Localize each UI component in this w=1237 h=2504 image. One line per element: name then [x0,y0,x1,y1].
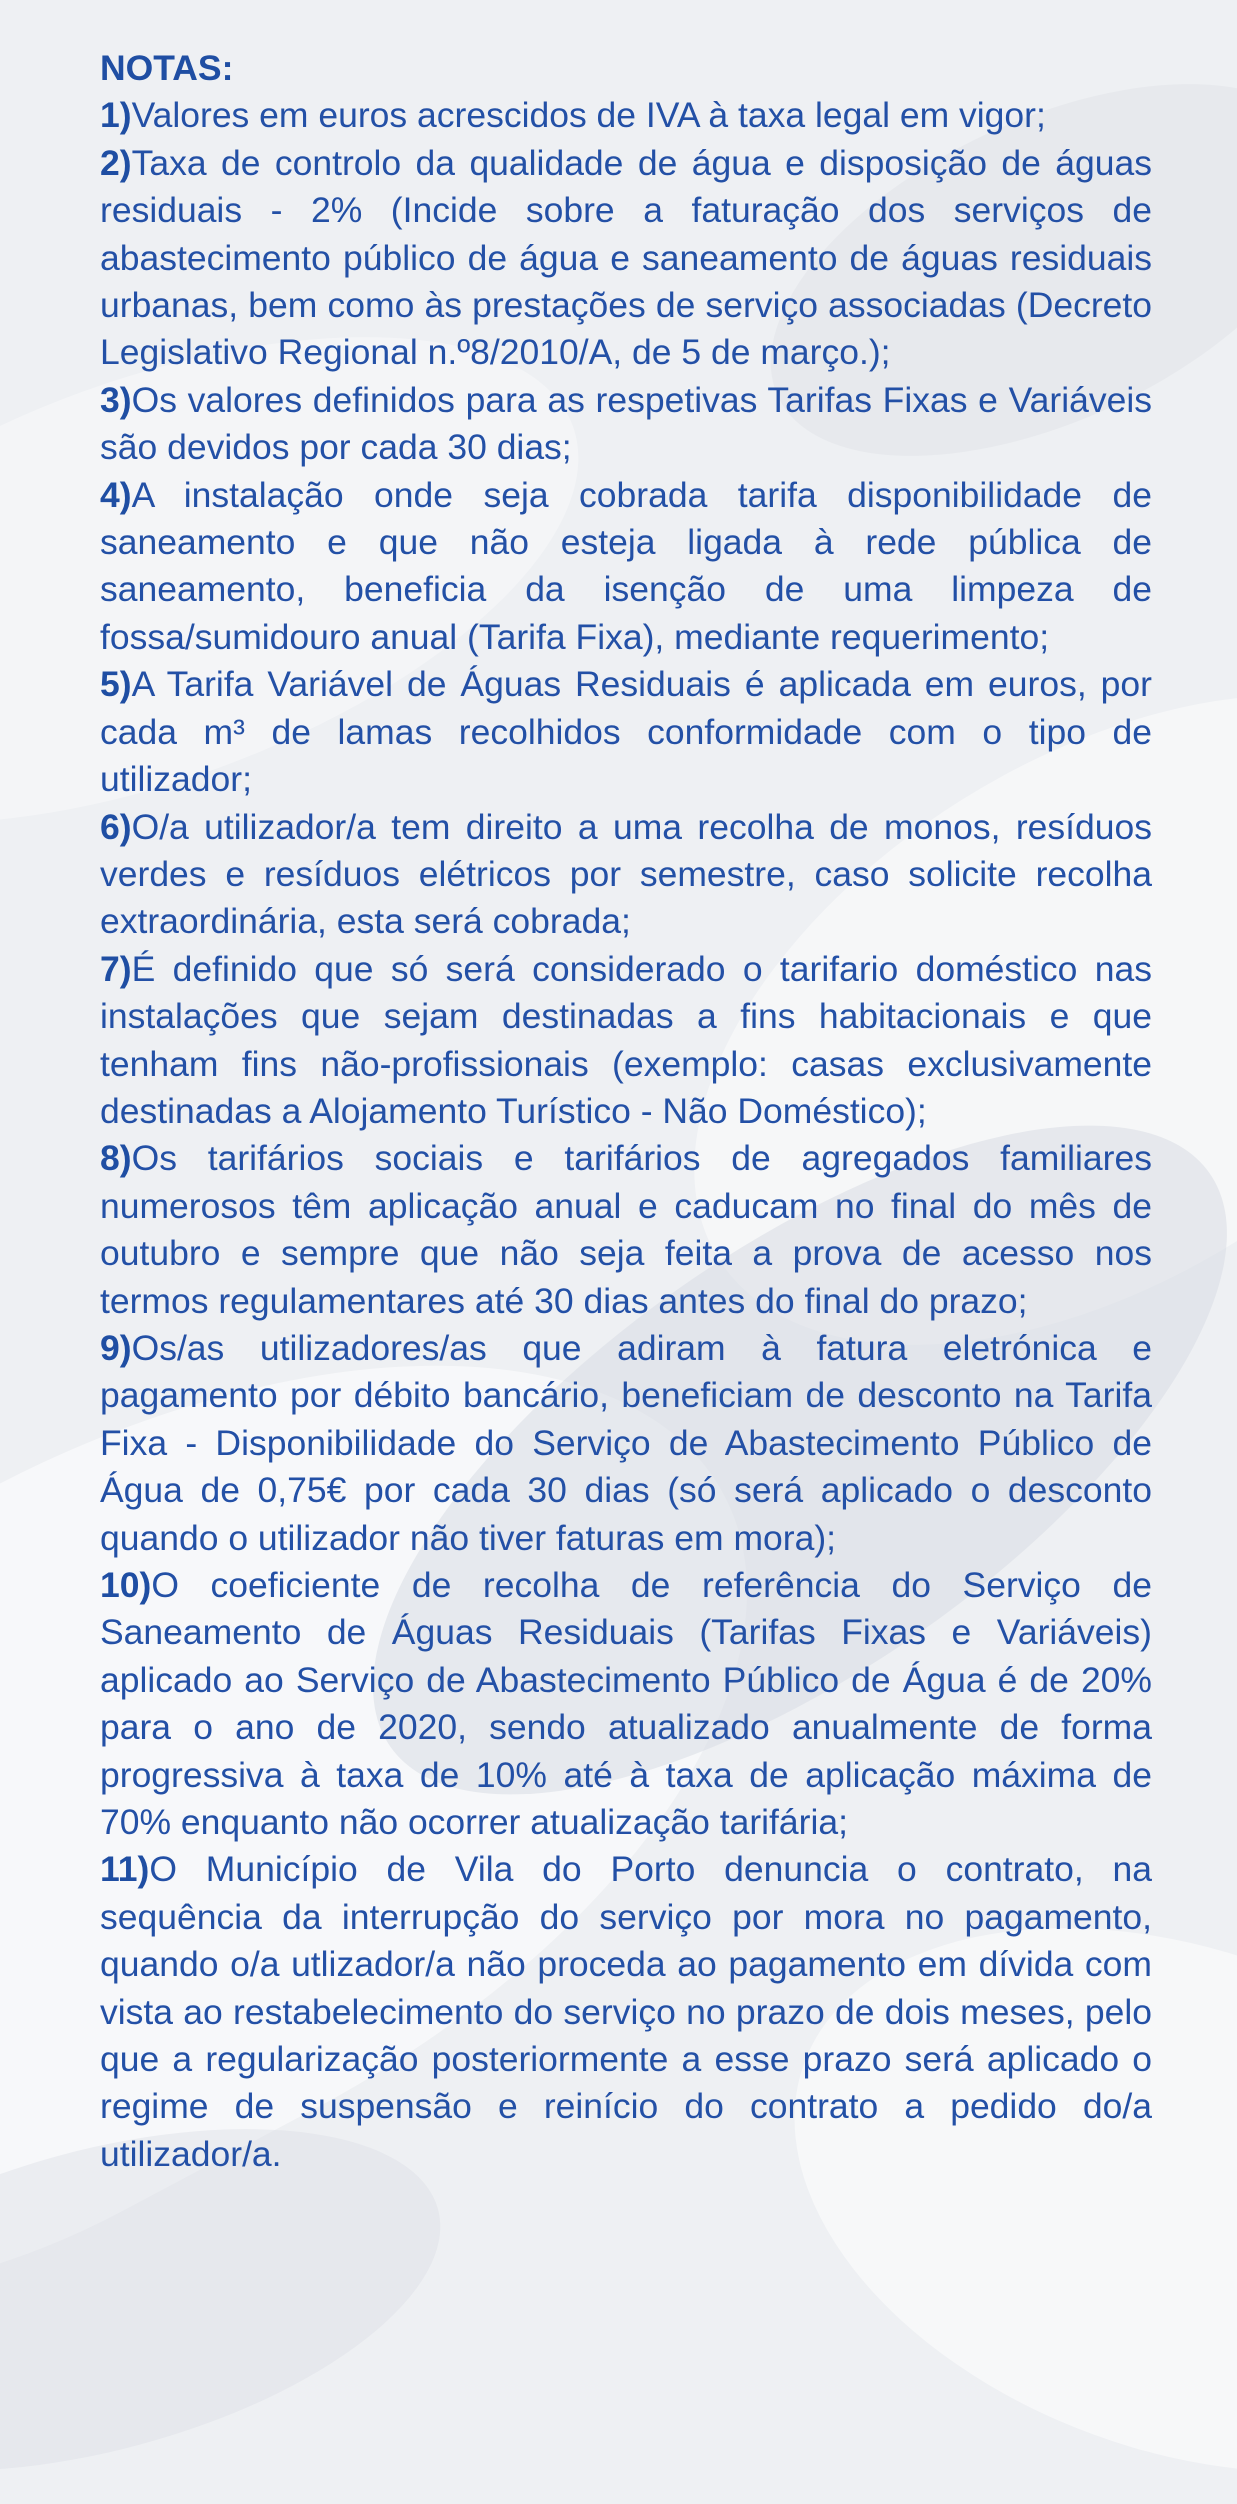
note-item-5 [100,661,1152,803]
note-item-2 [100,140,1152,377]
note-text: A Tarifa Variável de Águas Residuais é aplicada em euros, por cada m³ de lamas recolhidos conformidade com o tipo de utilizador; [100,664,1152,800]
note-number: 3) [100,379,132,420]
note-item-9 [100,1325,1152,1562]
note-text: É definido que só será considerado o tarifario doméstico nas instalações que sejam destinadas a fins habitacionais e que tenham fins não-profissionais (exemplo: casas exclusivamente destinadas a Alojamento Turístico - Não Doméstico); [100,948,1152,1131]
note-text: O coeficiente de recolha de referência do Serviço de Saneamento de Águas Residuais (Tarifas Fixas e Variáveis) aplicado ao Serviço de Abastecimento Público de Água é de 20% para o ano de 2020, sendo atualizado anualmente de forma progressiva à taxa de 10% até à taxa de aplicação máxima de 70% enquanto não ocorrer atualização tarifária; [100,1565,1152,1843]
note-item-6 [100,804,1152,946]
note-text: Os/as utilizadores/as que adiram à fatura eletrónica e pagamento por débito bancário, beneficiam de desconto na Tarifa Fixa - Disponibilidade do Serviço de Abastecimento Público de Água de 0,75€ por cada 30 dias (só será aplicado o desconto quando o utilizador não tiver faturas em mora); [100,1327,1152,1558]
note-text: A instalação onde seja cobrada tarifa disponibilidade de saneamento e que não esteja ligada à rede pública de saneamento, beneficia da isenção de uma limpeza de fossa/sumidouro anual (Tarifa Fixa), mediante requerimento; [100,474,1152,657]
note-text: Os tarifários sociais e tarifários de agregados familiares numerosos têm aplicação anual e caducam no final do mês de outubro e sempre que não seja feita a prova de acesso nos termos regulamentares até 30 dias antes do final do prazo; [100,1138,1152,1321]
note-item-8 [100,1135,1152,1325]
note-item-10 [100,1562,1152,1846]
note-text: O Município de Vila do Porto denuncia o contrato, na sequência da interrupção do serviço por mora no pagamento, quando o/a utlizador/a não proceda ao pagamento em dívida com vista ao restabelecimento do serviço no prazo de dois meses, pelo que a regularização posteriormente a esse prazo será aplicado o regime de suspensão e reinício do contrato a pedido do/a utilizador/a. [100,1849,1152,2174]
note-text: O/a utilizador/a tem direito a uma recolha de monos, resíduos verdes e resíduos elétricos por semestre, caso solicite recolha extraordinária, esta será cobrada; [100,806,1152,942]
note-number: 8) [100,1138,132,1179]
note-number: 11) [100,1849,150,1890]
note-text: Os valores definidos para as respetivas Tarifas Fixas e Variáveis são devidos por cada 30 dias; [100,379,1152,468]
notes-title: NOTAS: [100,48,234,88]
note-item-3 [100,377,1152,472]
note-number: 1) [100,95,132,136]
note-number: 10) [100,1565,152,1605]
note-number: 7) [100,948,132,989]
note-number: 2) [100,142,132,183]
note-number: 6) [100,806,132,847]
note-number: 5) [100,664,132,705]
notes-section [100,45,1152,2178]
note-item-11 [100,1846,1152,2178]
note-number: 9) [100,1327,132,1368]
note-number: 4) [100,474,132,515]
note-text: Valores em euros acrescidos de IVA à taxa legal em vigor; [131,95,1046,136]
note-item-4 [100,472,1152,662]
note-item-1 [100,92,1152,139]
note-text: Taxa de controlo da qualidade de água e disposição de águas residuais - 2% (Incide sobre a faturação dos serviços de abastecimento público de água e saneamento de águas residuais urbanas, bem como às prestações de serviço associadas (Decreto Legislativo Regional n.º8/2010/A, de 5 de março.); [100,142,1152,373]
note-item-7 [100,946,1152,1136]
